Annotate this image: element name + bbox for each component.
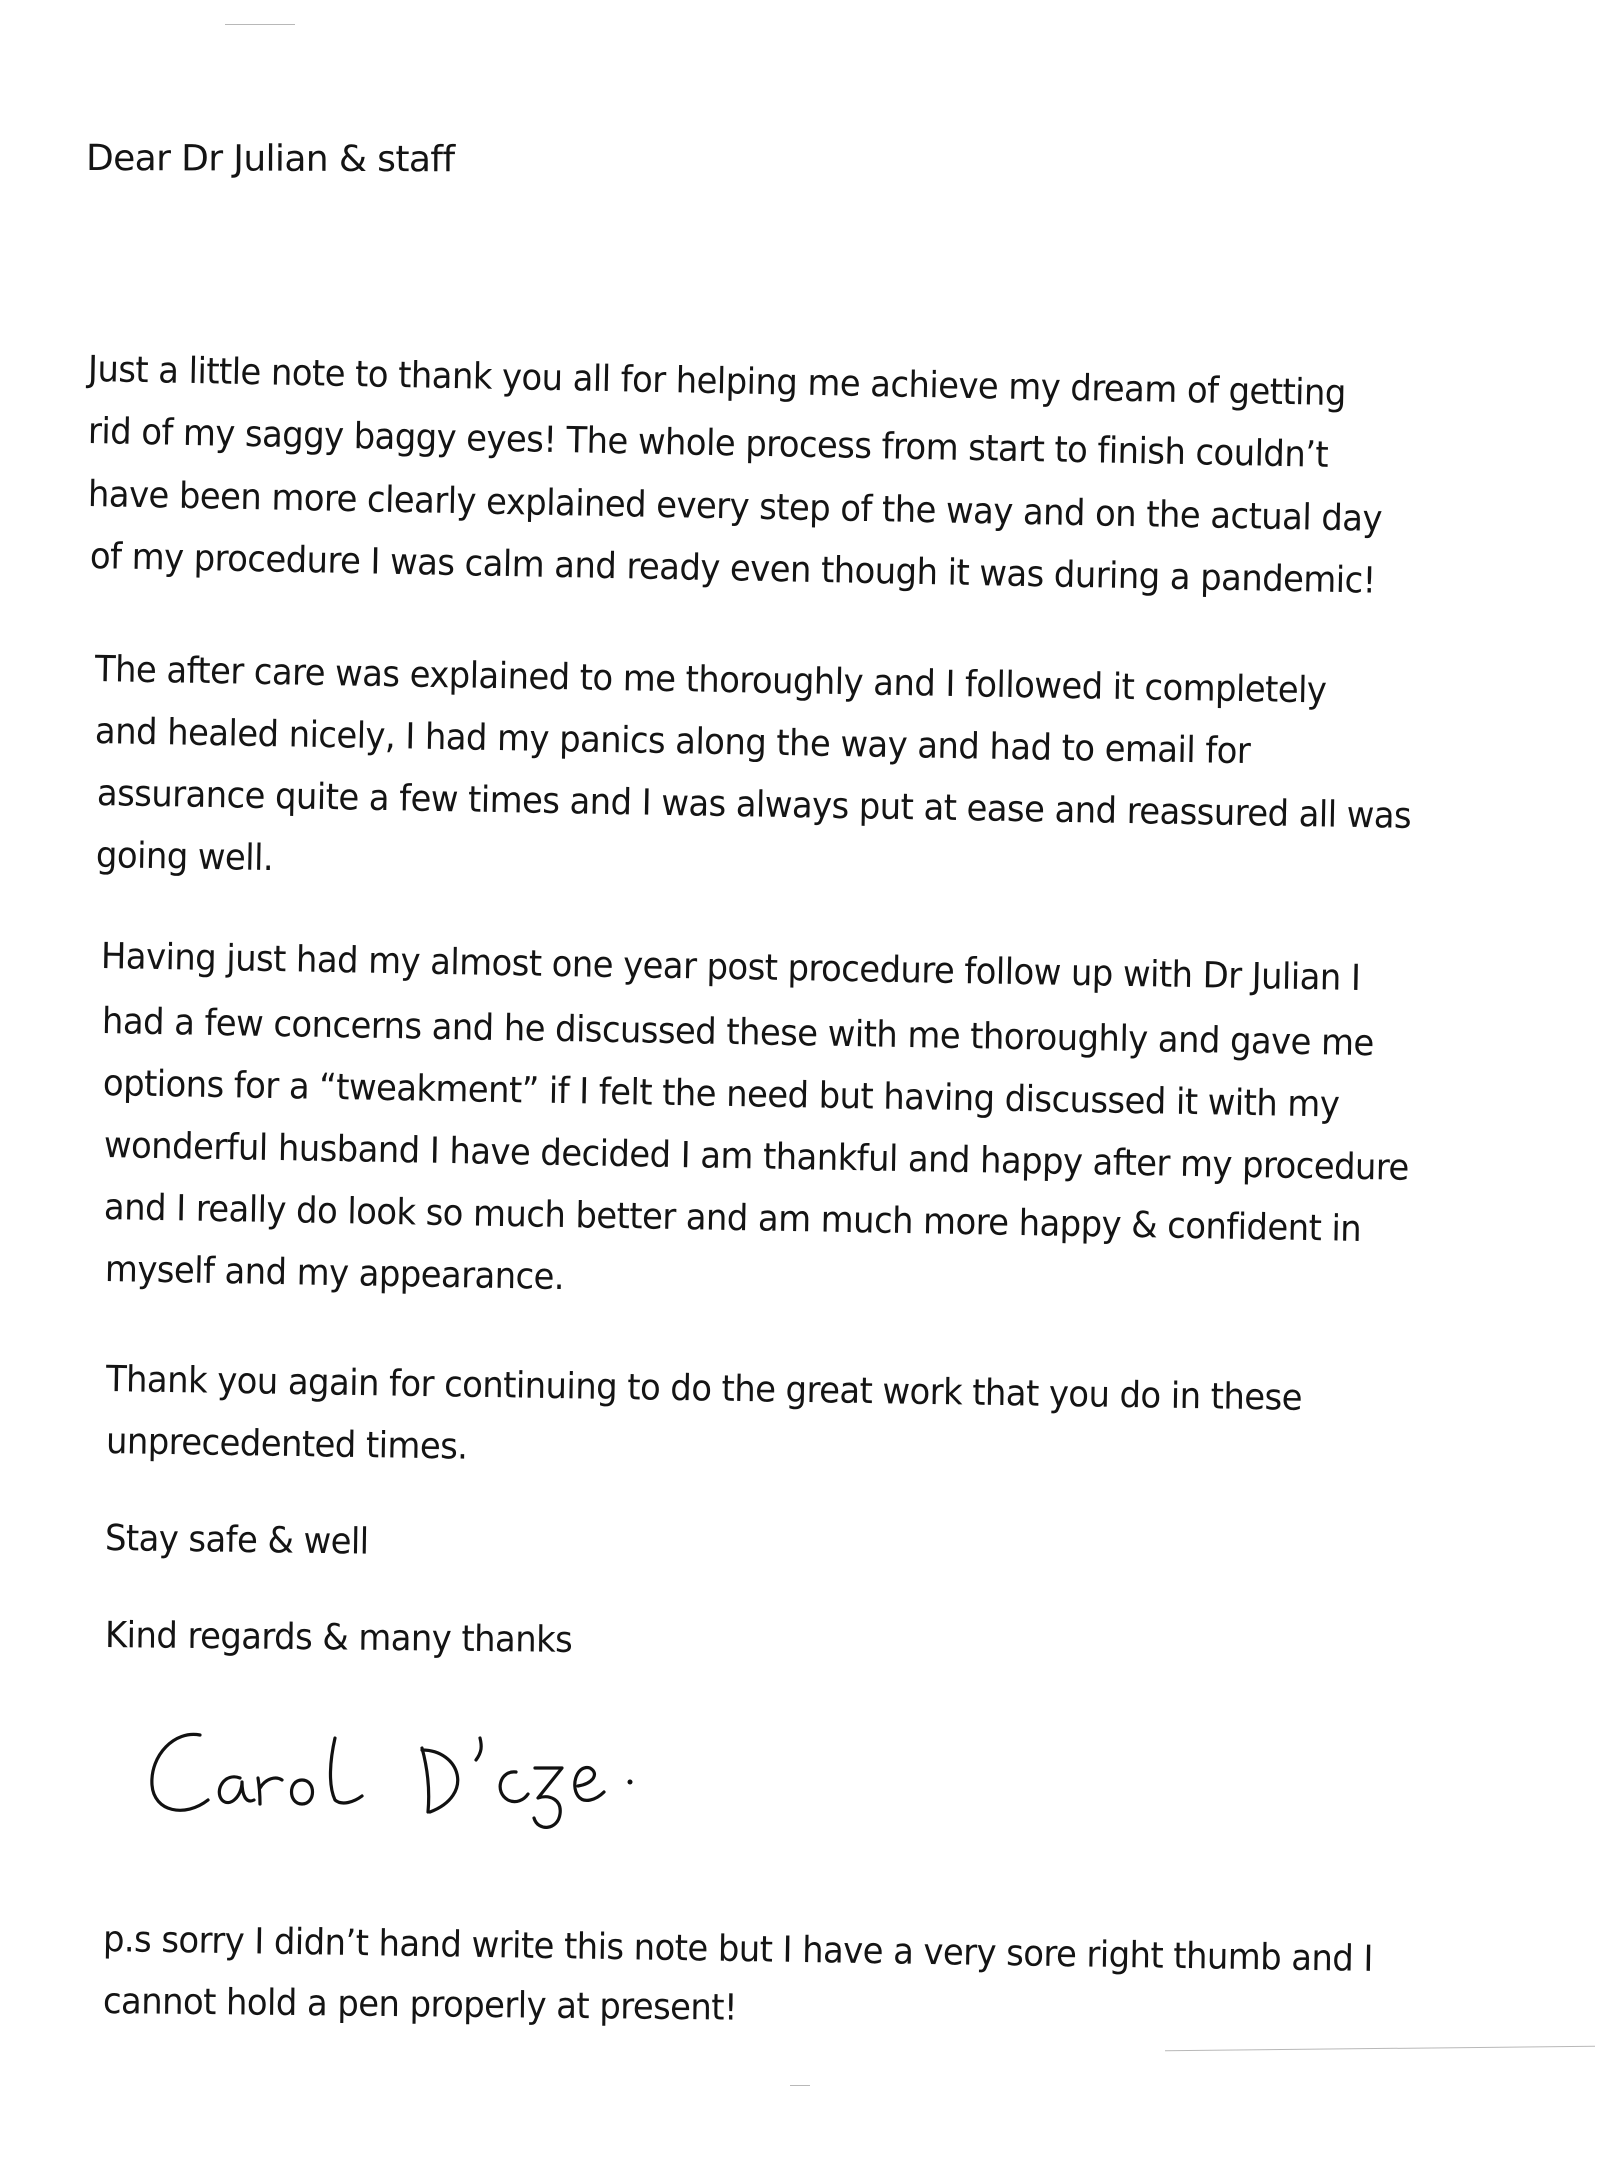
paragraph-2-line-2: and healed nicely, I had my panics along the way and had to email for — [94, 711, 1251, 773]
paragraph-3-line-3: options for a “tweakment” if I felt the need but having discussed it with my — [102, 1063, 1340, 1126]
paragraph-3-line-1: Having just had my almost one year post procedure follow up with Dr Julian I — [100, 936, 1361, 999]
paragraph-3-line-4: wonderful husband I have decided I am thankful and happy after my procedure — [103, 1125, 1410, 1189]
paragraph-4-line-2: unprecedented times. — [105, 1421, 468, 1468]
paragraph-4-line-1: Thank you again for continuing to do the great work that you do in these — [105, 1359, 1303, 1419]
paragraph-3-line-6: myself and my appearance. — [104, 1249, 565, 1299]
salutation: Dear Dr Julian & staff — [85, 138, 455, 181]
paragraph-3-line-5: and I really do look so much better and am much more happy & confident in — [103, 1187, 1362, 1250]
scan-mark-top — [225, 24, 295, 25]
paragraph-1-line-1: Just a little note to thank you all for helping me achieve my dream of getting — [87, 349, 1347, 415]
scan-mark-bottom-small — [790, 2085, 810, 2086]
closing-stay-safe: Stay safe & well — [104, 1518, 369, 1563]
postscript-line-1: p.s sorry I didn’t hand write this note but I have a very sore right thumb and I — [102, 1919, 1374, 1980]
closing-kind-regards: Kind regards & many thanks — [104, 1615, 573, 1661]
paragraph-3-line-2: had a few concerns and he discussed these with me thoroughly and gave me — [101, 1001, 1375, 1065]
postscript-line-2: cannot hold a pen properly at present! — [102, 1981, 738, 2029]
paragraph-2-line-3: assurance quite a few times and I was always put at ease and reassured all was — [96, 773, 1412, 837]
paragraph-2-line-1: The after care was explained to me thoroughly and I followed it completely — [94, 649, 1327, 712]
paragraph-1-line-4: of my procedure I was calm and ready even though it was during a pandemic! — [89, 536, 1376, 602]
handwritten-signature — [130, 1700, 690, 1850]
paragraph-1-line-3: have been more clearly explained every step of the way and on the actual day — [87, 474, 1383, 540]
scan-mark-bottom — [1165, 2046, 1595, 2052]
paragraph-1-line-2: rid of my saggy baggy eyes! The whole process from start to finish couldn’t — [87, 411, 1329, 476]
paragraph-2-line-4: going well. — [95, 835, 274, 880]
